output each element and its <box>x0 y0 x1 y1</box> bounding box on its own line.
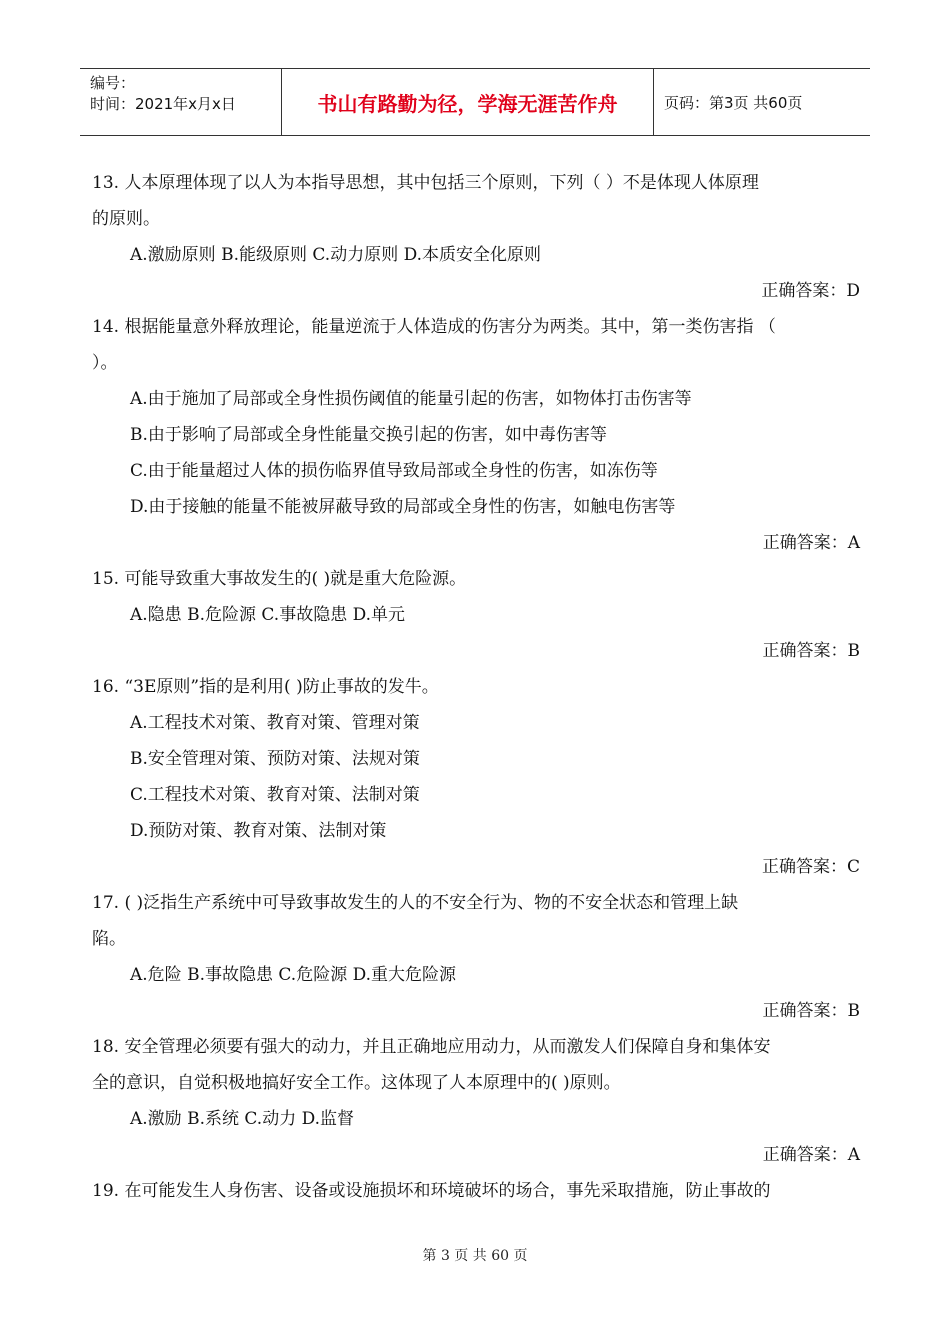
correct-answer: 正确答案：A <box>762 1145 860 1165</box>
question-text-line: 全的意识，自觉积极地搞好安全工作。这体现了人本原理中的( )原则。 <box>92 1073 621 1093</box>
correct-answer: 正确答案：D <box>761 281 860 301</box>
answer-options: A.激励 B.系统 C.动力 D.监督 <box>130 1109 355 1129</box>
answer-options: D.预防对策、教育对策、法制对策 <box>130 821 387 841</box>
document-number-label: 编号： <box>90 74 136 92</box>
answer-options: A.工程技术对策、教育对策、管理对策 <box>130 713 420 733</box>
question-text-line: 13. 人本原理体现了以人为本指导思想，其中包括三个原则，下列（ ）不是体现人体原理 <box>92 173 759 193</box>
question-content <box>92 165 860 1209</box>
question-text-line: 15. 可能导致重大事故发生的( )就是重大危险源。 <box>92 569 467 589</box>
correct-answer: 正确答案：B <box>762 641 860 661</box>
page-footer: 第 3 页 共 60 页 <box>422 1248 528 1264</box>
document-date: 时间：2021年x月x日 <box>90 95 236 113</box>
answer-options: D.由于接触的能量不能被屏蔽导致的局部或全身性的伤害，如触电伤害等 <box>130 497 676 517</box>
question-text-line: 16. “3E原则”指的是利用( )防止事故的发牛。 <box>92 677 439 697</box>
answer-options: A.激励原则 B.能级原则 C.动力原则 D.本质安全化原则 <box>130 245 542 265</box>
question-text-line: 19. 在可能发生人身伤害、设备或设施损坏和环境破坏的场合，事先采取措施，防止事故的 <box>92 1181 771 1201</box>
answer-options: C.工程技术对策、教育对策、法制对策 <box>130 785 420 805</box>
question-text-line: 的原则。 <box>92 209 160 229</box>
question-text-line: 陷。 <box>92 929 126 949</box>
answer-options: A.由于施加了局部或全身性损伤阈值的能量引起的伤害，如物体打击伤害等 <box>130 389 692 409</box>
answer-options: C.由于能量超过人体的损伤临界值导致局部或全身性的伤害，如冻伤等 <box>130 461 658 481</box>
answer-options: A.隐患 B.危险源 C.事故隐患 D.单元 <box>130 605 406 625</box>
correct-answer: 正确答案：A <box>762 533 860 553</box>
answer-options: B.由于影响了局部或全身性能量交换引起的伤害，如中毒伤害等 <box>130 425 607 445</box>
header-meta <box>80 69 282 135</box>
header-page-info: 页码：第3页 共60页 <box>664 93 803 112</box>
answer-options: B.安全管理对策、预防对策、法规对策 <box>130 749 420 769</box>
question-text-line: ）。 <box>92 353 118 373</box>
correct-answer: 正确答案：B <box>762 1001 860 1021</box>
question-text-line: 14. 根据能量意外释放理论，能量逆流于人体造成的伤害分为两类。其中，第一类伤害指 （ <box>92 317 776 337</box>
answer-options: A.危险 B.事故隐患 C.危险源 D.重大危险源 <box>130 965 457 985</box>
header-motto: 书山有路勤为径，学海无涯苦作舟 <box>282 69 654 135</box>
page-header <box>80 68 870 136</box>
question-text-line: 18. 安全管理必须要有强大的动力，并且正确地应用动力，从而激发人们保障自身和集体安 <box>92 1037 771 1057</box>
question-text-line: 17. ( )泛指生产系统中可导致事故发生的人的不安全行为、物的不安全状态和管理上缺 <box>92 893 739 913</box>
correct-answer: 正确答案：C <box>761 857 860 877</box>
